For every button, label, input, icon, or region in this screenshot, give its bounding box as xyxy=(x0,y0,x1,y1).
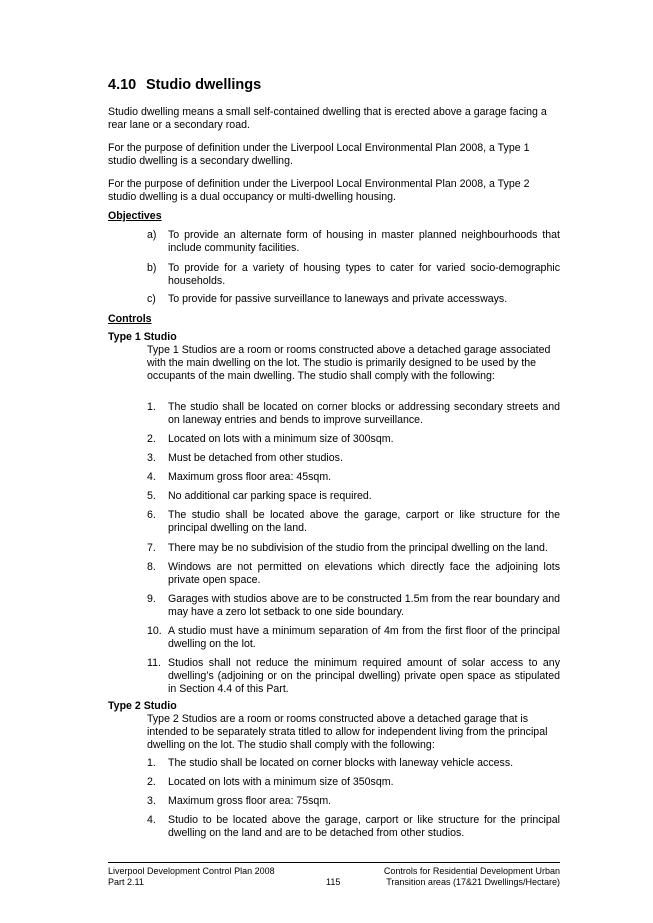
list-marker: 7. xyxy=(147,542,156,554)
list-marker: 1. xyxy=(147,757,156,769)
list-marker: 3. xyxy=(147,452,156,464)
type1-item xyxy=(147,433,560,446)
list-marker: 8. xyxy=(147,561,156,573)
list-marker: 9. xyxy=(147,593,156,605)
footer-divider xyxy=(108,862,560,863)
list-marker: 1. xyxy=(147,401,156,413)
type2-item xyxy=(147,776,560,789)
type1-item xyxy=(147,542,560,555)
type1-item xyxy=(147,490,560,503)
list-item-text: Studio to be located above the garage, carport or like structure for the principal dwelling on the land and are to be detached from other studios. xyxy=(168,814,560,839)
footer-left-line1: Liverpool Development Control Plan 2008 xyxy=(108,866,275,876)
type1-item xyxy=(147,471,560,484)
footer-right-line1: Controls for Residential Development Urban xyxy=(383,866,560,876)
list-item-text: To provide for a variety of housing types to cater for varied socio-demographic households. xyxy=(168,262,560,287)
controls-heading: Controls xyxy=(108,313,152,325)
intro-paragraph: Studio dwelling means a small self-contained dwelling that is erected above a garage facing a rear lane or a secondary road. xyxy=(108,106,547,131)
list-item-text: A studio must have a minimum separation of 4m from the first floor of the principal dwelling on the lot. xyxy=(168,625,560,650)
list-item-text: Garages with studios above are to be constructed 1.5m from the rear boundary and may have a zero lot setback to one side boundary. xyxy=(168,593,560,618)
list-marker: 4. xyxy=(147,471,156,483)
list-item-text: Located on lots with a minimum size of 350sqm. xyxy=(168,776,394,788)
objective-item xyxy=(147,293,560,306)
list-marker: 10. xyxy=(147,625,162,637)
list-marker: 5. xyxy=(147,490,156,502)
section-title: Studio dwellings xyxy=(146,77,262,93)
list-item-text: The studio shall be located on corner blocks or addressing secondary streets and on laneway entries and bends to improve surveillance. xyxy=(168,401,560,426)
type1-item xyxy=(147,625,560,651)
objectives-heading: Objectives xyxy=(108,210,162,222)
list-item-text: Windows are not permitted on elevations which directly face the adjoining lots private open space. xyxy=(168,561,560,586)
section-heading xyxy=(108,77,261,93)
objective-item xyxy=(147,262,560,288)
list-item-text: Studios shall not reduce the minimum required amount of solar access to any dwelling’s (adjoining or on the principal dwelling) private open space as stipulated in Section 4.4 of this Part. xyxy=(168,657,560,695)
intro-paragraph: For the purpose of definition under the Liverpool Local Environmental Plan 2008, a Type 1 studio dwelling is a secondary dwelling. xyxy=(108,142,530,167)
type1-item xyxy=(147,509,560,535)
list-marker: a) xyxy=(147,229,157,241)
list-item-text: The studio shall be located on corner blocks with laneway vehicle access. xyxy=(168,757,514,769)
type1-item xyxy=(147,561,560,587)
type1-heading: Type 1 Studio xyxy=(108,331,177,343)
section-number: 4.10 xyxy=(108,77,137,93)
list-item-text: Must be detached from other studios. xyxy=(168,452,343,464)
type2-intro: Type 2 Studios are a room or rooms constructed above a detached garage that is intended to be separately strata titled to allow for independent living from the principal dwelling on the lot. The studio shall comply with the following: xyxy=(147,713,548,751)
type1-item xyxy=(147,401,560,427)
list-item-text: To provide an alternate form of housing in master planned neighbourhoods that include community facilities. xyxy=(168,229,560,254)
list-marker: 11. xyxy=(147,657,161,669)
footer-left-line2: Part 2.11 xyxy=(108,877,144,887)
type2-heading: Type 2 Studio xyxy=(108,700,177,712)
intro-paragraph: For the purpose of definition under the Liverpool Local Environmental Plan 2008, a Type 2 studio dwelling is a dual occupancy or multi-dwelling housing. xyxy=(108,178,530,203)
list-marker: 4. xyxy=(147,814,156,826)
list-marker: 2. xyxy=(147,433,156,445)
type1-intro: Type 1 Studios are a room or rooms constructed above a detached garage associated with the main dwelling on the lot. The studio is primarily designed to be used by the occupants of the main dwelling. The studio shall comply with the following: xyxy=(147,344,551,382)
footer-right-line2: Transition areas (17&21 Dwellings/Hectare) xyxy=(386,877,560,887)
list-item-text: The studio shall be located above the garage, carport or like structure for the principal dwelling on the land. xyxy=(168,509,560,534)
type1-item xyxy=(147,452,560,465)
list-item-text: To provide for passive surveillance to laneways and private accessways. xyxy=(168,293,508,305)
list-item-text: No additional car parking space is required. xyxy=(168,490,372,502)
list-marker: 2. xyxy=(147,776,156,788)
type2-item xyxy=(147,795,560,808)
list-item-text: Located on lots with a minimum size of 300sqm. xyxy=(168,433,394,445)
list-marker: c) xyxy=(147,293,156,305)
type1-item xyxy=(147,657,560,696)
objective-item xyxy=(147,229,560,255)
list-item-text: Maximum gross floor area: 75sqm. xyxy=(168,795,332,807)
list-marker: 3. xyxy=(147,795,156,807)
type1-item xyxy=(147,593,560,619)
type2-item xyxy=(147,757,560,770)
list-marker: 6. xyxy=(147,509,156,521)
page-number: 115 xyxy=(326,877,341,887)
list-item-text: There may be no subdivision of the studio from the principal dwelling on the land. xyxy=(168,542,548,554)
list-marker: b) xyxy=(147,262,157,274)
list-item-text: Maximum gross floor area: 45sqm. xyxy=(168,471,332,483)
type2-item xyxy=(147,814,560,840)
